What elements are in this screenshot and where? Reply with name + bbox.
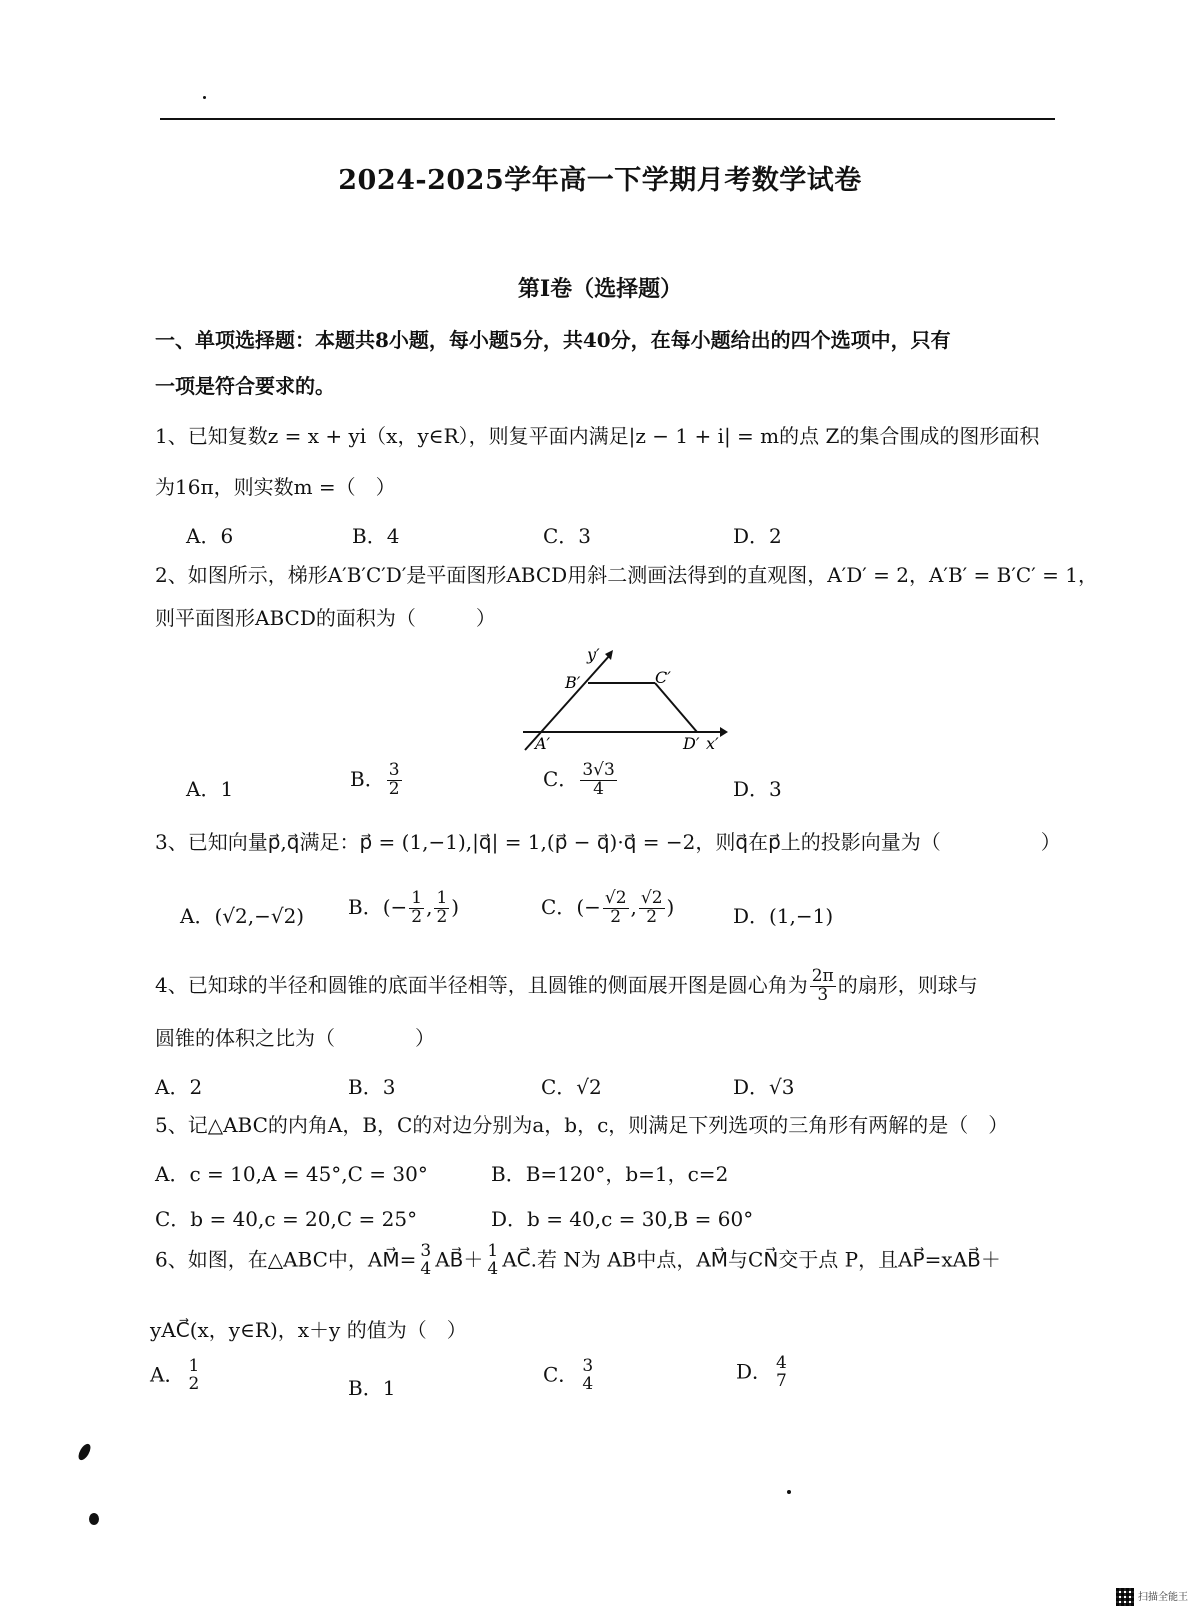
- q6-option-d: [736, 1355, 791, 1391]
- frac-den: 2: [436, 906, 448, 927]
- q1-option-d: D．2: [733, 524, 782, 548]
- label-x: x′: [706, 734, 719, 753]
- frac-2: [639, 890, 665, 927]
- frac-1: [603, 890, 629, 927]
- frac-den: 2: [188, 1373, 200, 1394]
- paren-close: ): [451, 894, 460, 919]
- top-rule: [160, 118, 1055, 120]
- q4-option-b: B．3: [348, 1075, 396, 1099]
- q4-angle-frac: [810, 968, 836, 1005]
- q6-text-c: AC⃗.若 N为 AB中点，AM⃗与CN⃗交于点 P，且AP⃗=xAB⃗＋: [502, 1247, 1001, 1272]
- frac-den: 2: [610, 906, 622, 927]
- q5-option-b: B．B=120°，b=1，c=2: [491, 1162, 729, 1186]
- q6-frac-1: [418, 1243, 433, 1279]
- scan-dot: [787, 1490, 791, 1494]
- q5-option-c: C．b = 40,c = 20,C = 25°: [155, 1207, 418, 1231]
- q1-text-line2: 为16π，则实数m =（ ）: [155, 475, 396, 499]
- q2-option-a: A．1: [186, 777, 234, 801]
- frac-den: 3: [817, 984, 829, 1005]
- q6-option-a: [150, 1358, 203, 1394]
- x-axis-arrow: [720, 727, 728, 737]
- q5-option-a: A．c = 10,A = 45°,C = 30°: [155, 1162, 428, 1186]
- frac-1: [409, 890, 424, 927]
- q3-option-c-label: C．: [541, 894, 577, 919]
- q3-option-b: [348, 890, 459, 927]
- q6-option-c: [543, 1358, 597, 1394]
- scanner-text: 扫描全能王: [1138, 1592, 1188, 1603]
- qr-code-icon: [1116, 1588, 1134, 1606]
- exam-title: 2024-2025学年高一下学期月考数学试卷: [338, 165, 862, 196]
- q6-option-c-frac: [580, 1358, 595, 1394]
- q4-text-line2: 圆锥的体积之比为（ ）: [155, 1026, 435, 1050]
- q4-option-a: A．2: [155, 1075, 203, 1099]
- frac-num: 1: [188, 1356, 200, 1376]
- frac-den: 4: [593, 778, 604, 799]
- q2-option-c-frac: [580, 762, 616, 799]
- q2-text-line1: 2、如图所示，梯形A′B′C′D′是平面图形ABCD用斜二测画法得到的直观图，A′D′ = 2，A′B′ = B′C′ = 1，: [155, 563, 1098, 587]
- frac-num: 3: [582, 1356, 594, 1376]
- q5-text-line1: 5、记△ABC的内角A，B，C的对边分别为a，b，c，则满足下列选项的三角形有两解的是（ ）: [155, 1113, 1009, 1137]
- frac-den: 2: [646, 906, 658, 927]
- q3-option-d: D．(1,−1): [733, 904, 834, 928]
- q3-text-line1: 3、已知向量p⃗,q⃗满足：p⃗ = (1,−1),|q⃗| = 1,(p⃗ − q⃗)·q⃗ = −2，则q⃗在p⃗上的投影向量为（ ）: [155, 830, 1061, 854]
- volume-title: 第I卷（选择题）: [517, 276, 683, 302]
- frac-num: 2π: [811, 966, 834, 986]
- frac-num: 3√3: [582, 760, 615, 780]
- q1-option-c: C．3: [543, 524, 592, 548]
- q3-option-a: A．(√2,−√2): [180, 904, 305, 928]
- comma: ,: [426, 894, 433, 919]
- frac-num: 1: [436, 888, 448, 908]
- q6-text-a: 6、如图，在△ABC中，AM⃗=: [155, 1247, 417, 1272]
- frac-num: 4: [776, 1353, 787, 1373]
- frac-den: 4: [582, 1373, 594, 1394]
- frac-num: √2: [640, 888, 663, 908]
- q6-option-d-label: D．: [736, 1359, 773, 1384]
- label-c: C′: [655, 668, 671, 687]
- frac-den: 4: [420, 1258, 432, 1279]
- frac-num: √2: [604, 888, 627, 908]
- trapezoid-figure: [515, 640, 735, 755]
- q3-option-b-label: B．: [348, 894, 383, 919]
- q2-option-d: D．3: [733, 777, 782, 801]
- q6-text-b: AB⃗＋: [435, 1247, 484, 1272]
- q2-option-b-label: B．: [350, 766, 385, 791]
- q6-frac-2: [485, 1243, 500, 1279]
- paren-open: (−: [576, 894, 601, 919]
- q6-option-d-frac: [774, 1355, 789, 1391]
- label-y: y′: [587, 645, 600, 664]
- paren-close: ): [666, 894, 675, 919]
- q6-option-a-label: A．: [150, 1362, 185, 1387]
- q5-option-d: D．b = 40,c = 30,B = 60°: [491, 1207, 754, 1231]
- q3-option-c: [541, 890, 674, 927]
- frac-den: 2: [411, 906, 423, 927]
- q6-option-c-label: C．: [543, 1362, 579, 1387]
- section-instructions-line1: 一、单项选择题：本题共8小题，每小题5分，共40分，在每小题给出的四个选项中，只有: [155, 328, 951, 352]
- scanner-watermark: [1116, 1588, 1188, 1606]
- frac-2: [434, 890, 449, 927]
- frac-num: 3: [420, 1241, 432, 1261]
- label-d: D′: [683, 734, 700, 753]
- q4-text-post: 的扇形，则球与: [837, 972, 978, 997]
- ink-mark: [76, 1442, 93, 1462]
- edge-cd: [655, 683, 697, 732]
- q6-option-a-frac: [186, 1358, 201, 1394]
- q2-option-b: [350, 762, 404, 799]
- q6-text-line2: yAC⃗(x，y∈R)，x＋y 的值为（ ）: [150, 1318, 467, 1342]
- label-b: B′: [565, 673, 581, 692]
- q4-option-c: C．√2: [541, 1075, 602, 1099]
- q2-text-line2: 则平面图形ABCD的面积为（ ）: [155, 606, 496, 630]
- scan-dot: [203, 96, 206, 99]
- q2-option-b-frac: [387, 762, 402, 799]
- ink-dot: [89, 1513, 99, 1525]
- paren-open: (−: [382, 894, 408, 919]
- q4-option-d: D．√3: [733, 1075, 795, 1099]
- q4-text-line1: [155, 968, 978, 1005]
- frac-num: 1: [411, 888, 423, 908]
- q2-option-c-label: C．: [543, 766, 579, 791]
- section-instructions-line2: 一项是符合要求的。: [155, 374, 335, 398]
- q1-option-a: A．6: [186, 524, 234, 548]
- comma: ,: [630, 894, 637, 919]
- frac-den: 4: [487, 1258, 499, 1279]
- frac-den: 2: [388, 778, 400, 799]
- q2-option-c: [543, 762, 619, 799]
- q4-text-pre: 4、已知球的半径和圆锥的底面半径相等，且圆锥的侧面展开图是圆心角为: [155, 972, 808, 997]
- frac-num: 3: [388, 760, 400, 780]
- q1-option-b: B．4: [352, 524, 400, 548]
- q6-text-line1: [155, 1243, 1001, 1279]
- frac-den: 7: [776, 1370, 787, 1391]
- label-a: A′: [535, 734, 551, 753]
- frac-num: 1: [487, 1241, 499, 1261]
- q6-option-b: B．1: [348, 1376, 396, 1400]
- q1-text-line1: 1、已知复数z = x + yi（x，y∈R），则复平面内满足|z − 1 + i| = m的点 Z的集合围成的图形面积: [155, 424, 1040, 448]
